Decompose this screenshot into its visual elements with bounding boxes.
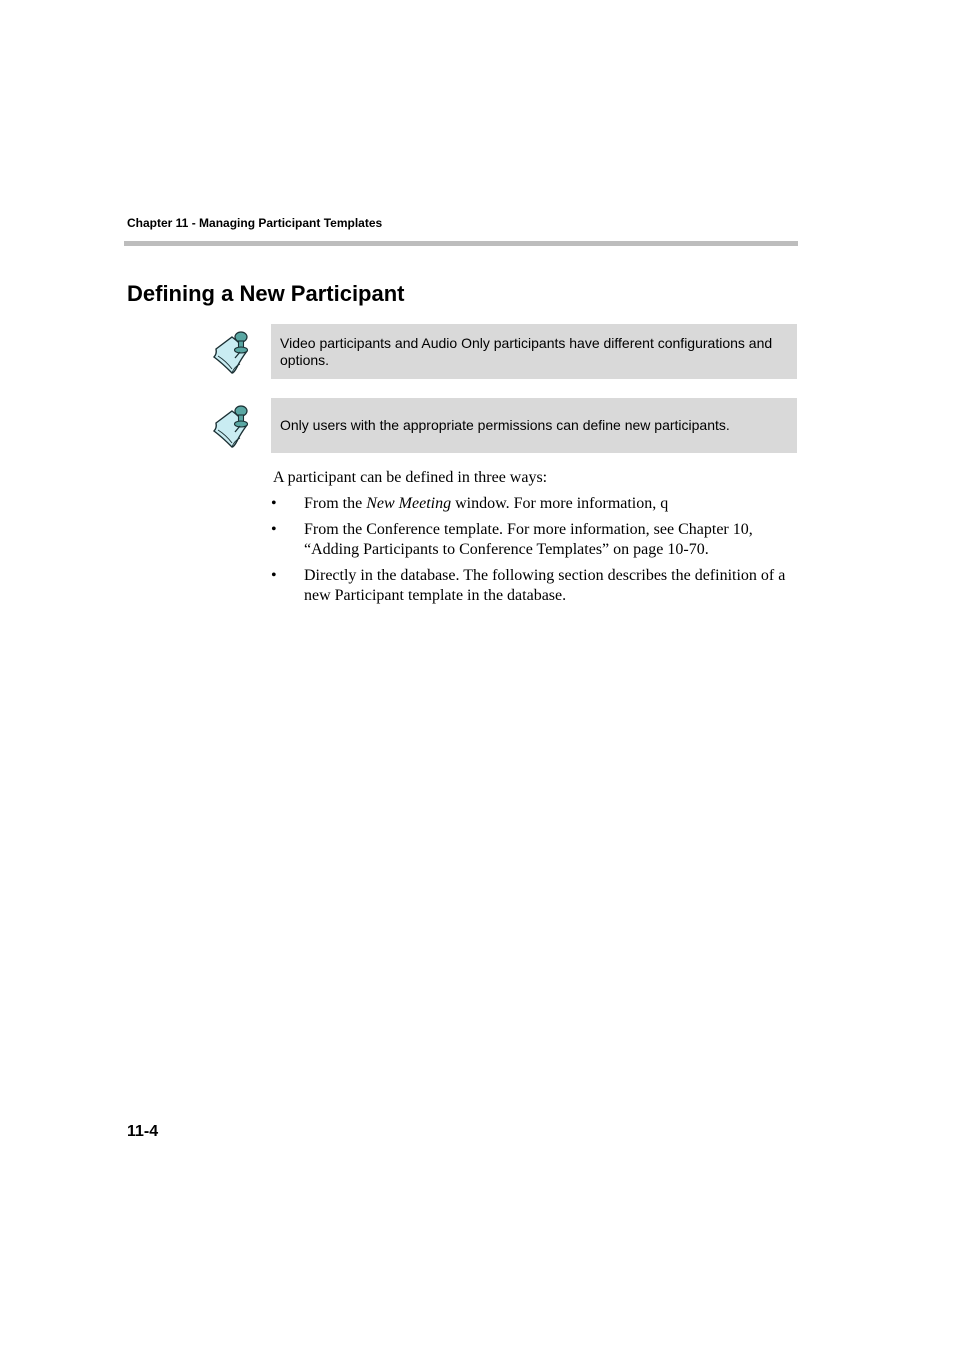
- note-box: [271, 398, 797, 453]
- list-item-suffix: window. For more information, q: [451, 495, 669, 512]
- list-item-prefix: From the: [304, 495, 367, 512]
- note-box: [271, 324, 797, 379]
- bullet-list: [270, 494, 800, 612]
- page-number: 11-4: [127, 1123, 159, 1140]
- list-item: [270, 566, 800, 606]
- note-pin-icon: [210, 403, 256, 451]
- list-item: [270, 494, 800, 514]
- list-item-text: From the Conference template. For more information, see Chapter 10, “Adding Participants to Conference Templates” on page 10-70.: [304, 521, 753, 558]
- list-item-text: Directly in the database. The following section describes the definition of a new Participant template in the database.: [304, 567, 786, 604]
- running-header: Chapter 11 - Managing Participant Templates: [127, 216, 383, 230]
- intro-paragraph: A participant can be defined in three ways:: [273, 469, 548, 486]
- window-name: New Meeting: [366, 495, 452, 512]
- note-text: Video participants and Audio Only participants have different configurations and options.: [280, 334, 773, 368]
- note-pin-icon: [210, 329, 256, 377]
- header-rule: [124, 241, 798, 246]
- bullet-marker: •: [271, 567, 277, 584]
- note-text: Only users with the appropriate permissions can define new participants.: [280, 417, 730, 433]
- bullet-marker: •: [271, 495, 277, 512]
- list-item: [270, 520, 800, 560]
- section-title: Defining a New Participant: [127, 281, 405, 306]
- bullet-marker: •: [271, 521, 277, 538]
